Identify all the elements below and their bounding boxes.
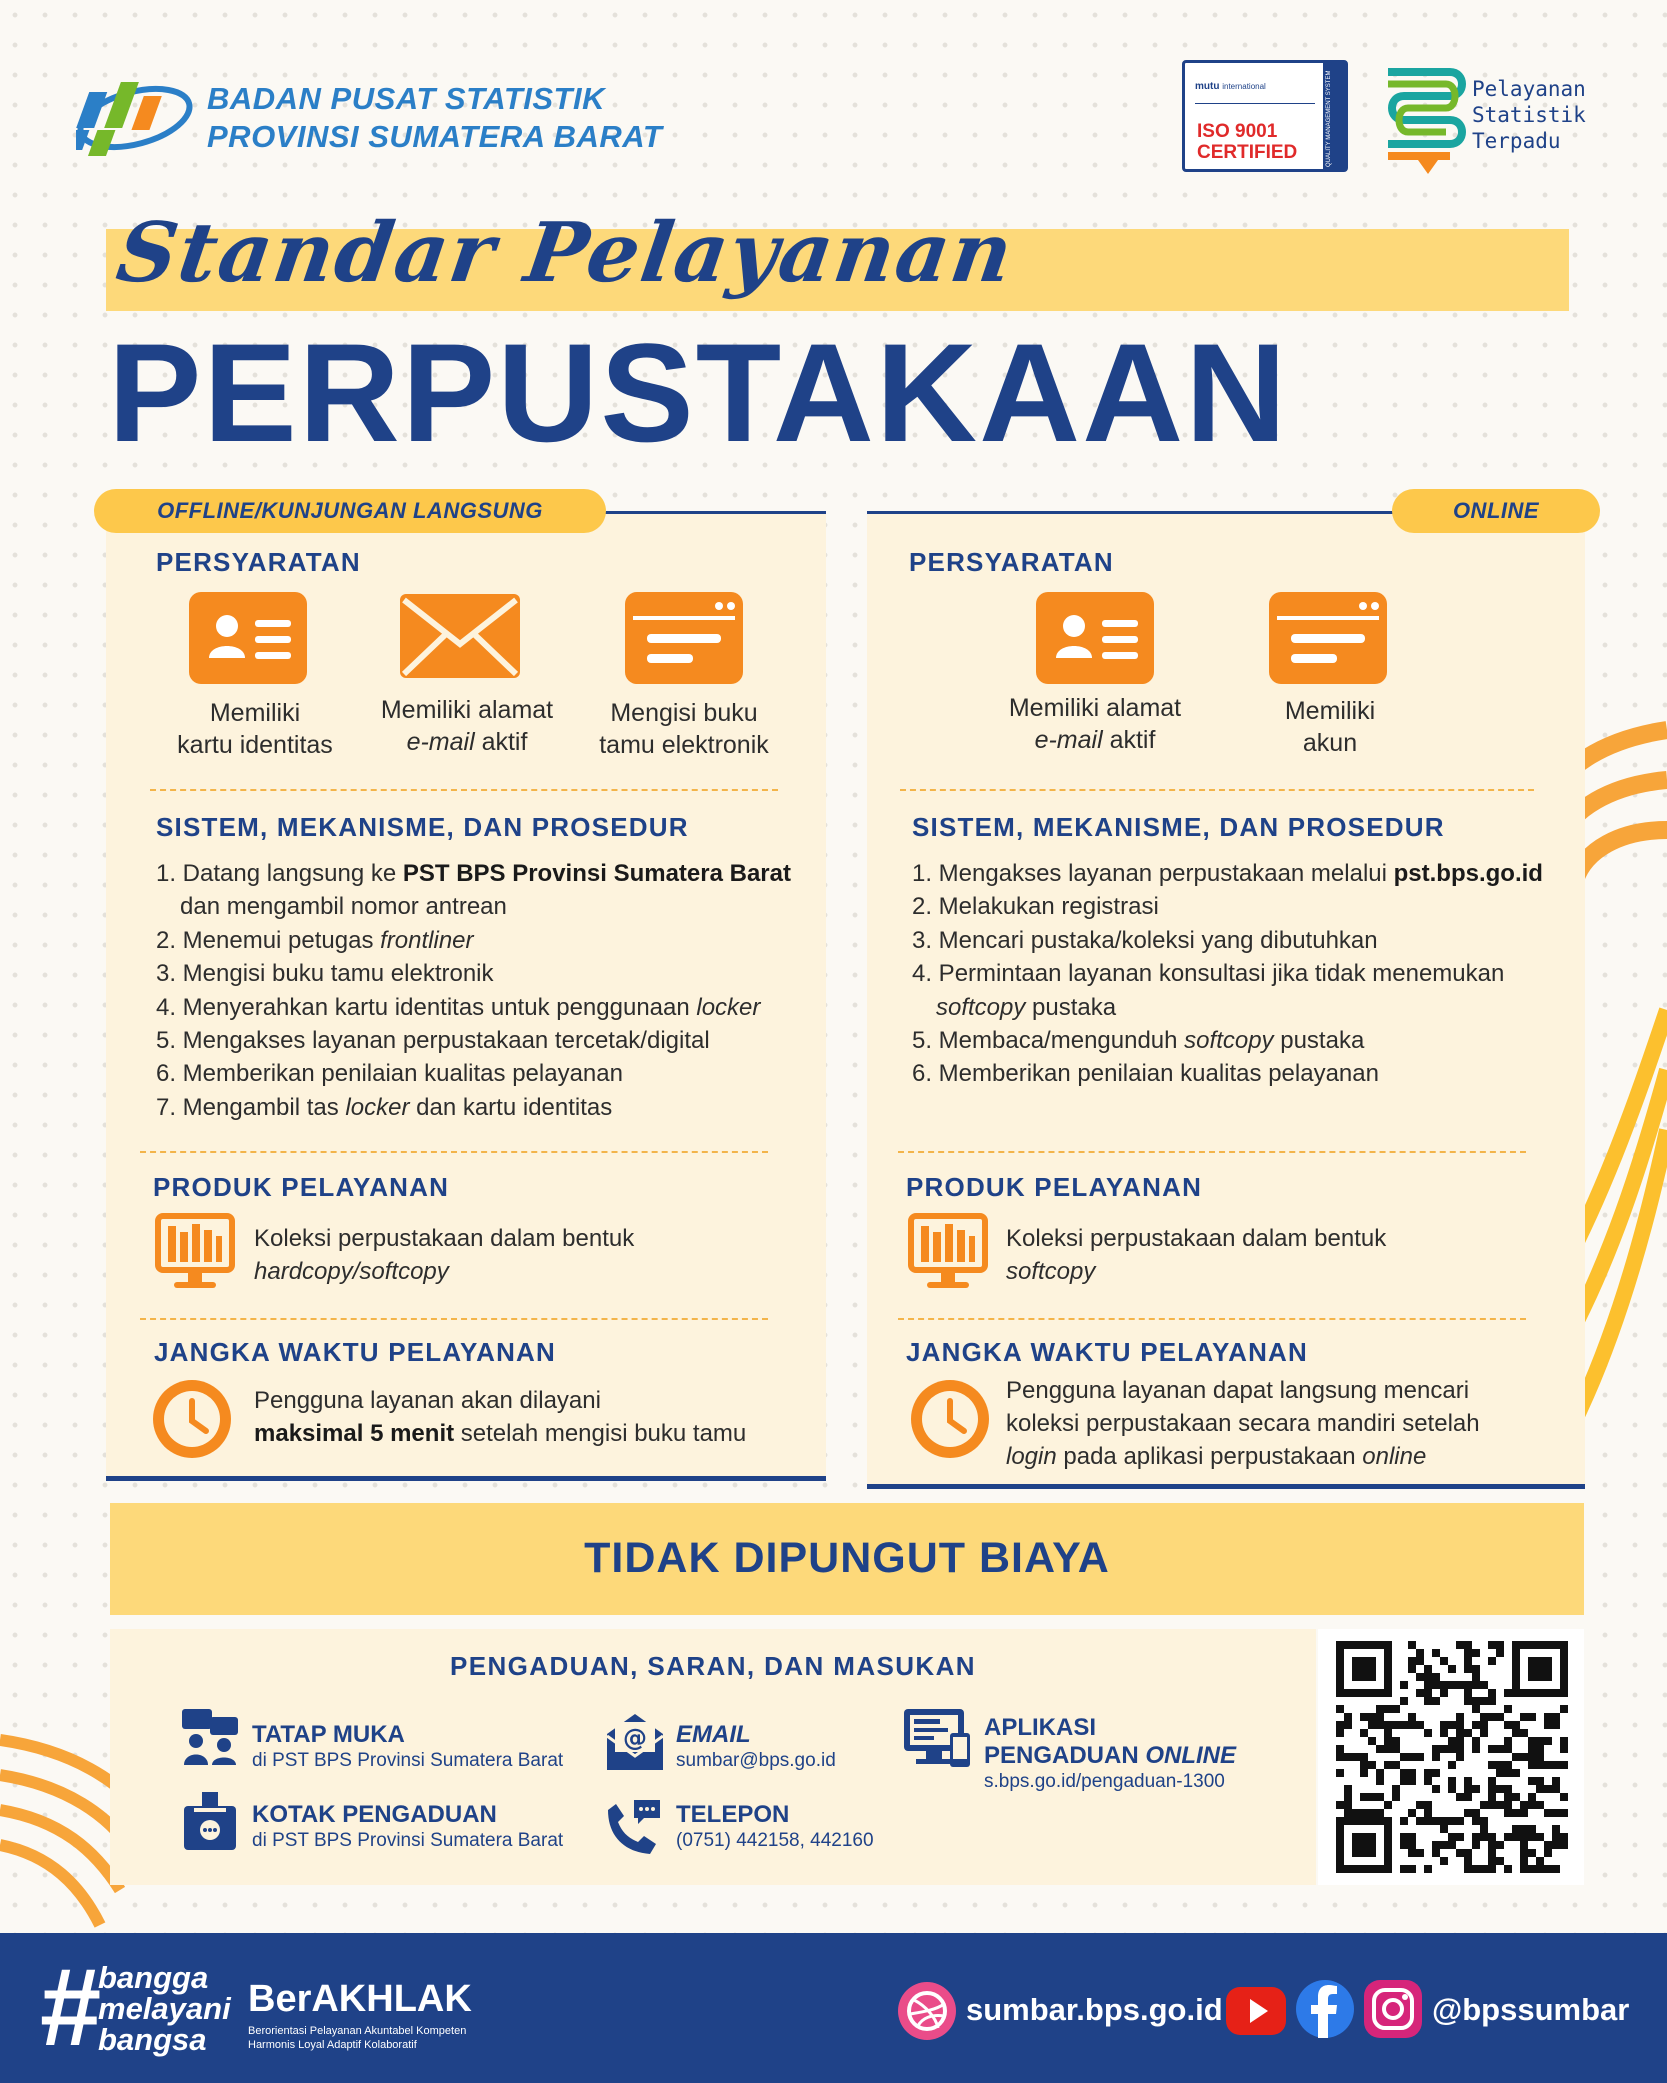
- telepon-item: TELEPON (0751) 442158, 442160: [676, 1801, 874, 1851]
- email-item: EMAIL sumbar@bps.go.id: [676, 1721, 836, 1771]
- org-name-line2: PROVINSI SUMATERA BARAT: [207, 119, 663, 154]
- youtube-icon[interactable]: [1224, 1983, 1288, 2039]
- clock-icon: [908, 1377, 992, 1461]
- list-item: 1. Datang langsung ke PST BPS Provinsi Sumatera Barat: [156, 860, 791, 887]
- list-item: dan mengambil nomor antrean: [180, 893, 507, 921]
- iso-side-band: QUALITY MANAGEMENT SYSTEM: [1323, 63, 1345, 169]
- svg-text:@: @: [623, 1724, 647, 1752]
- free-of-charge-text: TIDAK DIPUNGUT BIAYA: [584, 1534, 1110, 1582]
- divider: [900, 789, 1534, 791]
- complaint-heading: PENGADUAN, SARAN, DAN MASUKAN: [450, 1651, 976, 1681]
- offline-time-heading: JANGKA WAKTU PELAYANAN: [154, 1337, 557, 1367]
- bangga-melayani-bangsa: bangga melayani bangsa: [98, 1960, 231, 2057]
- email-icon: [603, 1710, 667, 1772]
- face-to-face-icon: [180, 1707, 240, 1767]
- complaint-box-icon: [180, 1790, 240, 1852]
- iso-divider: [1195, 103, 1315, 104]
- list-item: 3. Mengisi buku tamu elektronik: [156, 960, 494, 988]
- divider: [140, 1151, 768, 1153]
- berakhlak-logo: BerAKHLAK: [248, 1978, 472, 2020]
- phone-icon: [600, 1796, 664, 1860]
- req-email-caption: Memiliki alamat e-mail aktif: [1008, 694, 1182, 754]
- offline-product-heading: PRODUK PELAYANAN: [153, 1172, 450, 1202]
- online-time-text: Pengguna layanan dapat langsung mencari koleksi perpustakaan secara mandiri setelah login pada aplikasi perpustakaan online: [1006, 1377, 1480, 1470]
- id-card-icon: [189, 592, 307, 684]
- org-name: [207, 80, 662, 156]
- online-product-text: Koleksi perpustakaan dalam bentuk softcopy: [1006, 1225, 1387, 1285]
- website-link[interactable]: sumbar.bps.go.id: [966, 1992, 1223, 2027]
- online-product-heading: PRODUK PELAYANAN: [906, 1172, 1203, 1202]
- online-proc-heading: SISTEM, MEKANISME, DAN PROSEDUR: [912, 812, 1445, 842]
- list-item: softcopy pustaka: [936, 993, 1117, 1021]
- bps-logo: [76, 68, 194, 164]
- list-item: 2. Menemui petugas frontliner: [156, 926, 474, 954]
- divider: [150, 789, 778, 791]
- library-monitor-icon: [907, 1212, 989, 1292]
- online-app-icon: [902, 1707, 972, 1769]
- list-item: 5. Membaca/mengunduh softcopy pustaka: [912, 1027, 1365, 1055]
- clock-icon: [150, 1377, 234, 1461]
- library-monitor-icon: [154, 1212, 236, 1292]
- iso-badge: [1182, 60, 1348, 172]
- pst-logo: [1380, 62, 1474, 176]
- guestbook-icon: [625, 592, 743, 684]
- list-item: 4. Menyerahkan kartu identitas untuk penggunaan locker: [156, 993, 761, 1021]
- list-item: 1. Mengakses layanan perpustakaan melalui pst.bps.go.id: [912, 860, 1543, 887]
- req-id-card-caption: Memiliki kartu identitas: [177, 699, 333, 759]
- aplikasi-pengaduan-item: APLIKASI PENGADUAN ONLINE s.bps.go.id/pengaduan-1300: [984, 1714, 1237, 1792]
- instagram-icon[interactable]: [1362, 1978, 1424, 2040]
- list-item: 6. Memberikan penilaian kualitas pelayanan: [912, 1060, 1379, 1088]
- online-steps-list: [912, 857, 1572, 1091]
- iso-certified: ISO 9001 CERTIFIED: [1197, 121, 1298, 163]
- org-name-line1: BADAN PUSAT STATISTIK: [207, 81, 605, 116]
- berakhlak-tagline: Berorientasi Pelayanan Akuntabel Kompeten Harmonis Loyal Adaptif Kolaboratif: [248, 2025, 467, 2051]
- page-title: PERPUSTAKAAN: [108, 314, 1289, 471]
- req-email-caption: Memiliki alamat e-mail aktif: [380, 696, 554, 756]
- kotak-pengaduan-item: KOTAK PENGADUAN di PST BPS Provinsi Sumatera Barat: [252, 1801, 564, 1851]
- offline-time-text: Pengguna layanan akan dilayani maksimal 5 menit setelah mengisi buku tamu: [254, 1387, 747, 1447]
- tatap-muka-item: TATAP MUKA di PST BPS Provinsi Sumatera Barat: [252, 1721, 564, 1771]
- id-card-icon: [1036, 592, 1154, 684]
- list-item: 5. Mengakses layanan perpustakaan tercetak/digital: [156, 1027, 710, 1055]
- online-req-heading: PERSYARATAN: [909, 547, 1114, 577]
- list-item: 7. Mengambil tas locker dan kartu identitas: [156, 1093, 613, 1121]
- online-tag: ONLINE: [1392, 489, 1600, 533]
- envelope-icon: [398, 592, 522, 680]
- offline-req-heading: PERSYARATAN: [156, 547, 361, 577]
- account-form-icon: [1269, 592, 1387, 684]
- list-item: 6. Memberikan penilaian kualitas pelayanan: [156, 1060, 623, 1088]
- script-title: Standar Pelayanan: [111, 205, 1020, 301]
- offline-tag: OFFLINE/KUNJUNGAN LANGSUNG: [94, 489, 606, 533]
- pst-name: Pelayanan Statistik Terpadu: [1472, 77, 1586, 153]
- divider: [898, 1318, 1526, 1320]
- divider: [140, 1318, 768, 1320]
- divider: [898, 1151, 1526, 1153]
- list-item: 4. Permintaan layanan konsultasi jika tidak menemukan: [912, 960, 1505, 988]
- offline-steps-list: [156, 857, 796, 1124]
- facebook-icon[interactable]: [1294, 1978, 1356, 2040]
- offline-product-text: Koleksi perpustakaan dalam bentuk hardcopy/softcopy: [254, 1225, 635, 1285]
- qr-code[interactable]: [1318, 1629, 1584, 1885]
- website-icon[interactable]: [896, 1980, 958, 2042]
- offline-proc-heading: SISTEM, MEKANISME, DAN PROSEDUR: [156, 812, 689, 842]
- hashtag-symbol: #: [40, 1946, 102, 2069]
- req-account-caption: Memiliki akun: [1284, 697, 1376, 757]
- list-item: 2. Melakukan registrasi: [912, 893, 1159, 921]
- list-item: 3. Mencari pustaka/koleksi yang dibutuhkan: [912, 926, 1378, 954]
- req-guestbook-caption: Mengisi buku tamu elektronik: [599, 699, 769, 759]
- social-handle[interactable]: @bpssumbar: [1432, 1992, 1630, 2027]
- online-time-heading: JANGKA WAKTU PELAYANAN: [906, 1337, 1309, 1367]
- iso-brand: mutu international: [1195, 81, 1266, 92]
